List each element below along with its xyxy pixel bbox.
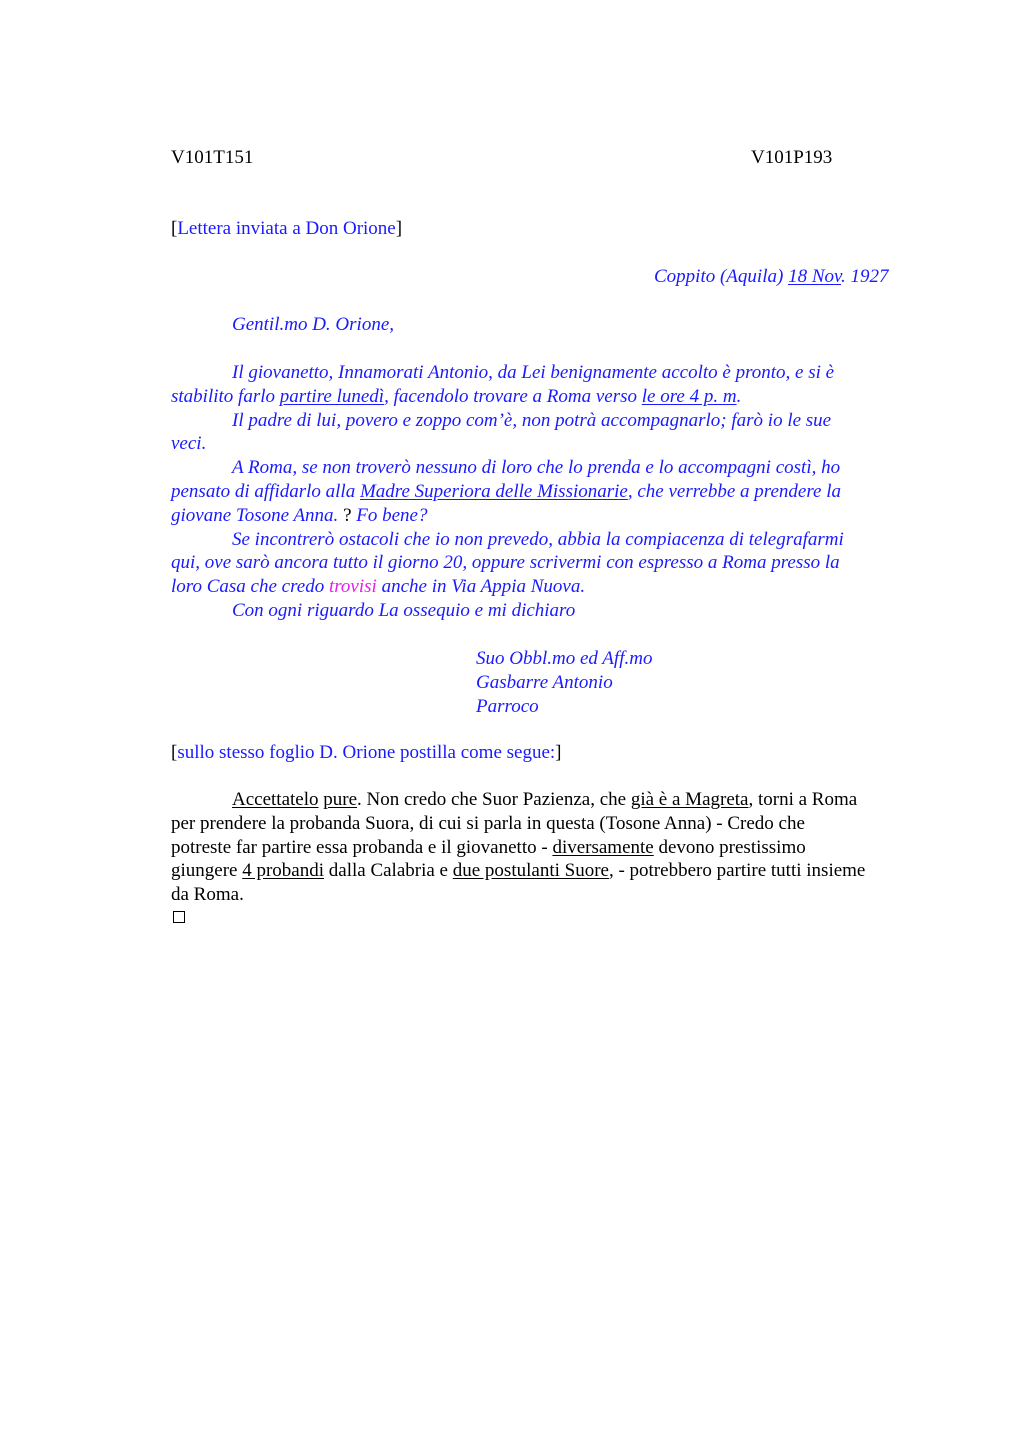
note-postilla	[171, 742, 562, 764]
underlined-phrase: due postulanti Suore	[452, 860, 609, 882]
bracket-open: [	[171, 742, 178, 763]
letter-p2-line1: Il padre di lui, povero e zoppo com’è, non potrà accompagnarlo; farò io le sue	[232, 409, 832, 431]
underlined-phrase: Madre Superiora delle Missionarie	[359, 480, 628, 502]
letter-p4-line2: qui, ove sarò ancora tutto il giorno 20, oppure scrivermi con espresso a Roma presso la	[171, 552, 840, 574]
header-left-code: V101T151	[171, 147, 254, 168]
signature-line2: Gasbarre Antonio	[476, 671, 613, 693]
postilla-body	[171, 788, 931, 907]
letter-p1-line1: Il giovanetto, Innamorati Antonio, da Lei benignamente accolto è pronto, e si è	[232, 362, 835, 383]
underlined-phrase: 4 probandi	[242, 860, 325, 882]
postilla-line5: da Roma.	[171, 884, 244, 906]
underlined-phrase: pure	[323, 789, 358, 810]
note-postilla-text: sullo stesso foglio D. Orione postilla come segue:	[177, 742, 556, 763]
highlighted-word: trovisi	[328, 576, 377, 598]
place: Coppito (Aquila)	[654, 266, 789, 287]
letter-p5: Con ogni riguardo La ossequio e mi dichiaro	[232, 599, 576, 621]
date-day-month: 18 Nov	[788, 266, 842, 287]
signature-line1: Suo Obbl.mo ed Aff.mo	[476, 648, 653, 669]
letter-p4-line3: loro Casa che credo trovisi anche in Via Appia Nuova.	[171, 576, 586, 598]
header-right-code: V101P193	[751, 147, 833, 168]
salutation: Gentil.mo D. Orione,	[232, 314, 395, 335]
underlined-phrase: già è a Magreta	[630, 789, 749, 810]
letter-p2-line2: veci.	[171, 433, 207, 455]
postilla-line1: Accettatelo pure. Non credo che Suor Pazienza, che già è a Magreta, torni a Roma	[232, 789, 858, 810]
signature-line3: Parroco	[476, 695, 539, 717]
letter-p4-line1: Se incontrerò ostacoli che io non prevedo, abbia la compiacenza di telegrafarmi	[232, 528, 844, 550]
underlined-phrase: le ore 4 p. m	[641, 385, 737, 407]
signature-block	[476, 647, 876, 718]
letter-p3-line3: giovane Tosone Anna. ? Fo bene?	[171, 504, 428, 526]
note-intro	[171, 218, 402, 240]
letter-body	[171, 361, 931, 623]
bracket-open: [	[171, 218, 178, 239]
underlined-phrase: partire lunedì	[279, 385, 385, 407]
bracket-close: ]	[395, 218, 403, 239]
question-mark: ?	[338, 504, 357, 526]
note-intro-text: Lettera inviata a Don Orione	[177, 218, 396, 239]
postilla-line4: giungere 4 probandi dalla Calabria e due postulanti Suore, - potrebbero partire tutti insieme	[171, 860, 866, 882]
underlined-phrase: Accettatelo	[232, 789, 319, 810]
end-square-icon	[173, 911, 185, 923]
letter-p3-line2: pensato di affidarlo alla Madre Superiora delle Missionarie, che verrebbe a prendere la	[171, 480, 841, 502]
date-year: . 1927	[841, 266, 889, 287]
postilla-line3: potreste far partire essa probanda e il giovanetto - diversamente devono prestissimo	[171, 836, 806, 858]
bracket-close: ]	[555, 742, 562, 763]
letter-p1-line2: stabilito farlo partire lunedì, facendolo trovare a Roma verso le ore 4 p. m.	[171, 385, 742, 407]
place-date	[654, 266, 889, 288]
underlined-phrase: diversamente	[552, 836, 654, 858]
letter-p3-line1: A Roma, se non troverò nessuno di loro che lo prenda e lo accompagni costì, ho	[232, 457, 841, 479]
postilla-line2: per prendere la probanda Suora, di cui si parla in questa (Tosone Anna) - Credo che	[171, 812, 805, 834]
